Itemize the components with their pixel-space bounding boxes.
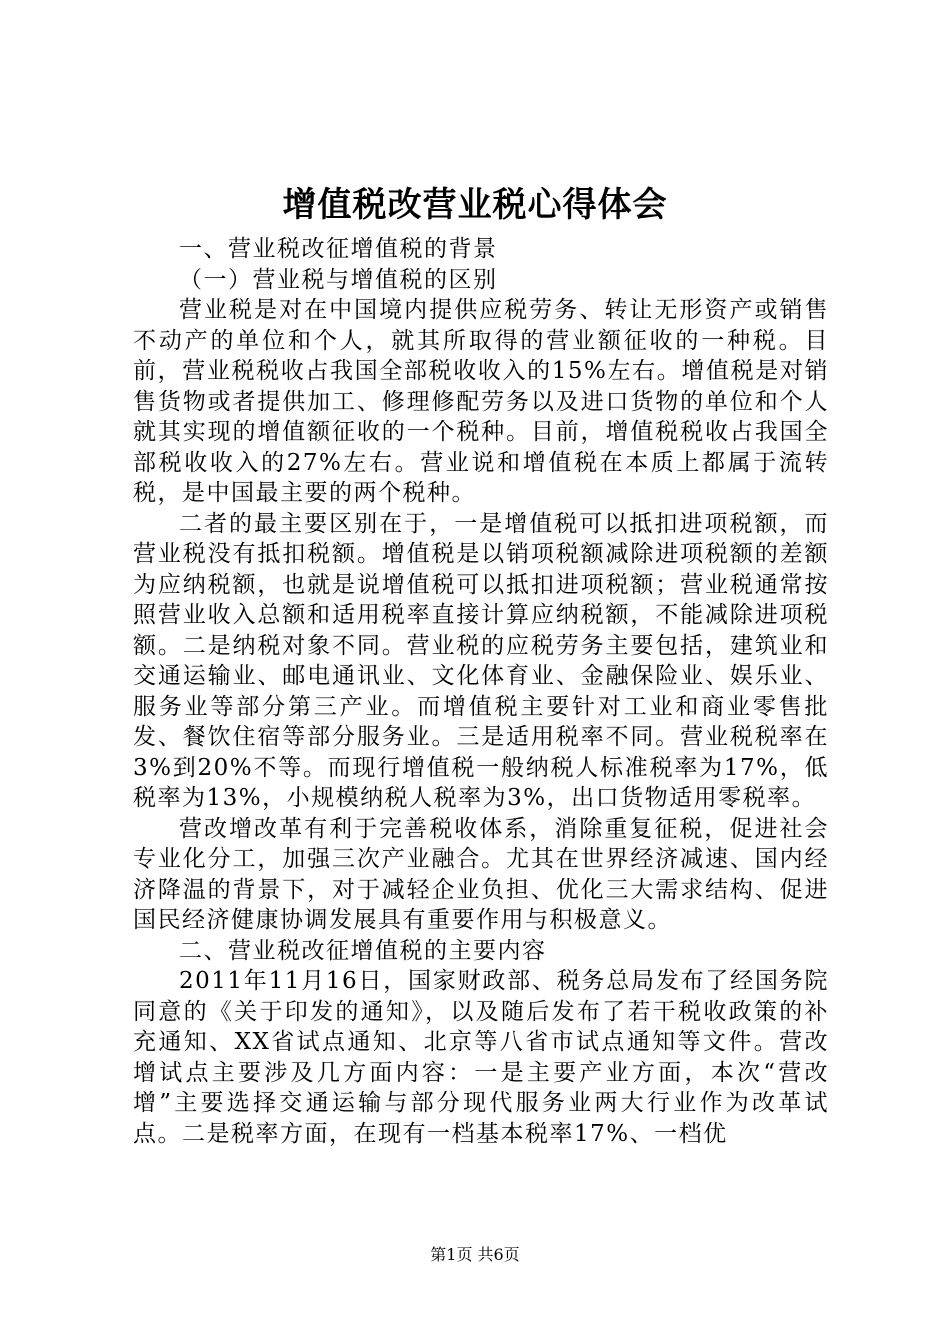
page-footer: 第1页 共6页 <box>430 1245 520 1264</box>
section-heading: 二、营业税改征增值税的主要内容 <box>179 937 547 964</box>
section-heading: 一、营业税改征增值税的背景 <box>179 236 498 262</box>
document-title: 增值税改营业税心得体会 <box>282 185 668 225</box>
paragraph: 营改增改革有利于完善税收体系，消除重复征税，促进社会专业化分工，加强三次产业融合。尤其在世界经济减速、国内经济降温的背景下，对于减轻企业负担、优化三大需求结构、促进国民经济健康协调发展具有重要作用与积极意义。 <box>133 815 829 933</box>
paragraph: 2011年11月16日，国家财政部、税务总局发布了经国务院同意的《关于印发的通知》，以及随后发布了若干税收政策的补充通知、XX省试点通知、北京等八省市试点通知等文件。营改增试点主要涉及几方面内容：一是主要产业方面，本次“营改增”主要选择交通运输与部分现代服务业两大行业作为改革试点。二是税率方面，在现有一档基本税率17%、一档优 <box>133 968 829 1147</box>
subsection-heading: （一）营业税与增值税的区别 <box>179 266 498 293</box>
paragraph: 二者的最主要区别在于，一是增值税可以抵扣进项税额，而营业税没有抵扣税额。增值税是以销项税额减除进项税额的差额为应纳税额，也就是说增值税可以抵扣进项税额；营业税通常按照营业收入总额和适用税率直接计算应纳税额，不能减除进项税额。二是纳税对象不同。营业税的应税劳务主要包括，建筑业和交通运输业、邮电通讯业、文化体育业、金融保险业、娱乐业、服务业等部分第三产业。而增值税主要针对工业和商业零售批发、餐饮住宿等部分服务业。三是适用税率不同。营业税税率在3%到20%不等。而现行增值税一般纳税人标准税率为17%，低税率为13%，小规模纳税人税率为3%，出口货物适用零税率。 <box>133 510 829 811</box>
paragraph: 营业税是对在中国境内提供应税劳务、转让无形资产或销售不动产的单位和个人，就其所取得的营业额征收的一种税。目前，营业税税收占我国全部税收收入的15%左右。增值税是对销售货物或者提供加工、修理修配劳务以及进口货物的单位和个人就其实现的增值额征收的一个税种。目前，增值税税收占我国全部税收收入的27%左右。营业说和增值税在本质上都属于流转税，是中国最主要的两个税种。 <box>133 297 829 506</box>
document-body <box>133 234 829 1149</box>
